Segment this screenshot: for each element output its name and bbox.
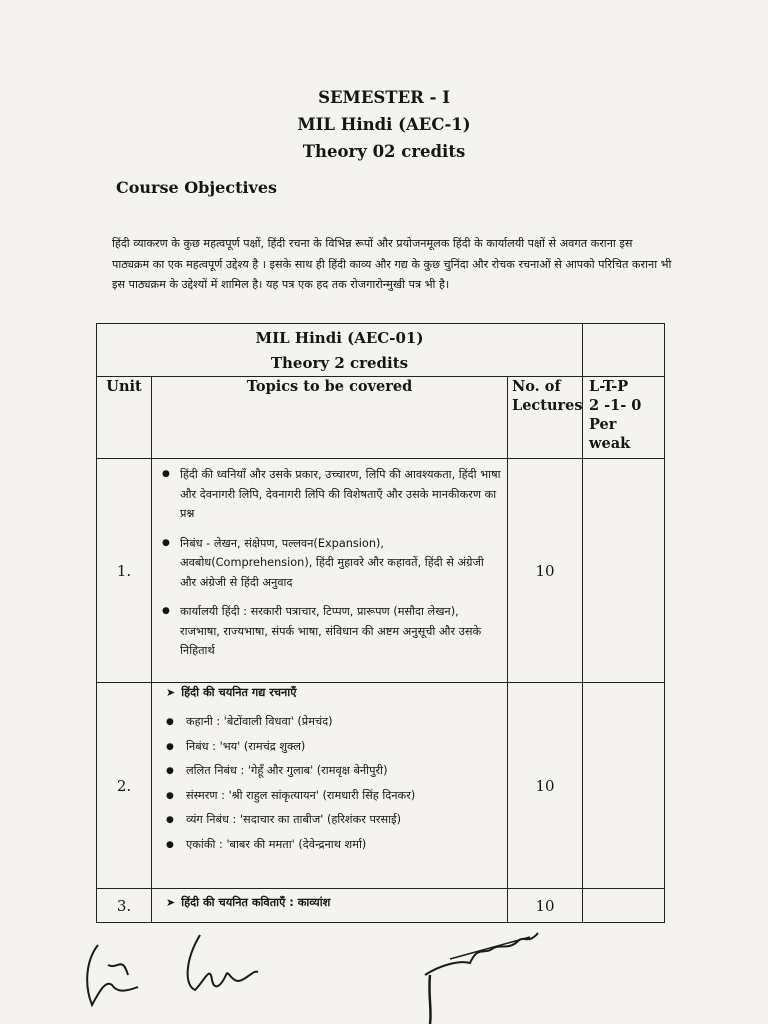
- list-item: ● हिंदी की ध्वनियाँ और उसके प्रकार, उच्चारण, लिपि की आवश्यकता, हिंदी भाषा और देवनागरी लिपि, देवनागरी लिपि की विशेषताएँ और उसके मानकीकरण का प्रश्न: [180, 465, 501, 524]
- unit-header-label: Unit: [106, 378, 142, 395]
- credits-title: Theory 02 credits: [302, 142, 466, 161]
- unit-2-topics: [152, 683, 508, 889]
- signature-3: [410, 915, 550, 1024]
- ltp-header-line4: weak: [589, 435, 631, 452]
- list-item: ● व्यंग निबंध : 'सदाचार का ताबीज' (हरिशंकर परसाई): [186, 808, 501, 833]
- document-header: [0, 84, 768, 165]
- unit-2-subheading: [152, 683, 507, 700]
- table-row: [97, 683, 665, 889]
- table-title-cell: [97, 324, 583, 377]
- table-title-row: [97, 324, 665, 377]
- list-item: ● एकांकी : 'बाबर की ममता' (देवेन्द्रनाथ शर्मा): [186, 833, 501, 858]
- list-item: ● निबंध : 'भय' (रामचंद्र शुक्ल): [186, 735, 501, 760]
- unit-1-lectures: 10: [508, 459, 583, 683]
- topics-header-label: Topics to be covered: [246, 378, 413, 395]
- list-item: ● संस्मरण : 'श्री राहुल सांकृत्यायन' (रामधारी सिंह दिनकर): [186, 784, 501, 809]
- unit-3-ltp-cell: [583, 889, 665, 923]
- lectures-header-line2: Lectures: [512, 397, 583, 414]
- unit-1-topic-list: [152, 459, 507, 677]
- arrow-right-icon: ➤: [166, 896, 176, 909]
- list-item: ● कार्यालयी हिंदी : सरकारी पत्राचार, टिप्पण, प्रारूपण (मसौदा लेखन), राजभाषा, राज्यभाषा, संपर्क भाषा, संविधान की अष्टम अनुसूची और उसके निहितार्थ: [180, 602, 501, 661]
- arrow-right-icon: ➤: [166, 686, 176, 699]
- unit-3-lectures: 10: [508, 889, 583, 923]
- course-objectives-heading: Course Objectives: [116, 178, 278, 197]
- unit-3-subheading-text: हिंदी की चयनित कविताएँ : काव्यांश: [181, 896, 331, 909]
- unit-header: [97, 377, 152, 459]
- semester-title: SEMESTER - I: [318, 88, 450, 107]
- course-title: MIL Hindi (AEC-1): [297, 115, 471, 134]
- unit-2-lectures: 10: [508, 683, 583, 889]
- unit-1-topics: [152, 459, 508, 683]
- unit-2-subheading-text: हिंदी की चयनित गद्य रचनाएँ: [181, 686, 297, 699]
- unit-2-ltp-cell: [583, 683, 665, 889]
- unit-1-number: 1.: [97, 459, 152, 683]
- table-title-1: MIL Hindi (AEC-01): [255, 329, 424, 347]
- topics-header: [152, 377, 508, 459]
- table-header-row: [97, 377, 665, 459]
- ltp-header: [583, 377, 665, 459]
- unit-1-ltp-cell: [583, 459, 665, 683]
- unit-2-work-list: [152, 704, 507, 857]
- ltp-header-line3: Per: [589, 416, 617, 433]
- table-title-2: Theory 2 credits: [270, 354, 409, 372]
- signature-1: [78, 925, 178, 1020]
- table-title-empty-cell: [583, 324, 665, 377]
- ltp-header-line2: 2 -1- 0: [589, 397, 642, 414]
- syllabus-table: [96, 323, 665, 923]
- table-row: [97, 459, 665, 683]
- signature-2: [180, 930, 270, 1000]
- unit-2-number: 2.: [97, 683, 152, 889]
- unit-3-number: 3.: [97, 889, 152, 923]
- unit-3-subheading: [152, 889, 507, 910]
- ltp-header-line1: L-T-P: [589, 378, 629, 395]
- course-objectives-text: हिंदी व्याकरण के कुछ महत्वपूर्ण पक्षों, हिंदी रचना के विभिन्न रूपों और प्रयोजनमूलक हिंदी के कार्यालयी पक्षों से अवगत कराना इस पाठ्यक्रम का एक महत्वपूर्ण उद्देश्य है । इसके साथ ही हिंदी काव्य और गद्य के कुछ चुनिंदा और रोचक रचनाओं से आपको परिचित कराना भी इस पाठ्यक्रम के उद्देश्यों में शामिल है। यह पत्र एक हद तक रोजगारोन्मुखी पत्र भी है।: [112, 237, 672, 291]
- lectures-header: [508, 377, 583, 459]
- list-item: ● ललित निबंध : 'गेहूँ और गुलाब' (रामवृक्ष बेनीपुरी): [186, 759, 501, 784]
- table-row: [97, 889, 665, 923]
- list-item: ● निबंध - लेखन, संक्षेपण, पल्लवन(Expansion), अवबोध(Comprehension), हिंदी मुहावरे और कहावतें, हिंदी से अंग्रेजी और अंग्रेजी से हिंदी अनुवाद: [180, 534, 501, 593]
- lectures-header-line1: No. of: [512, 378, 561, 395]
- list-item: ● कहानी : 'बेटोंवाली विधवा' (प्रेमचंद): [186, 710, 501, 735]
